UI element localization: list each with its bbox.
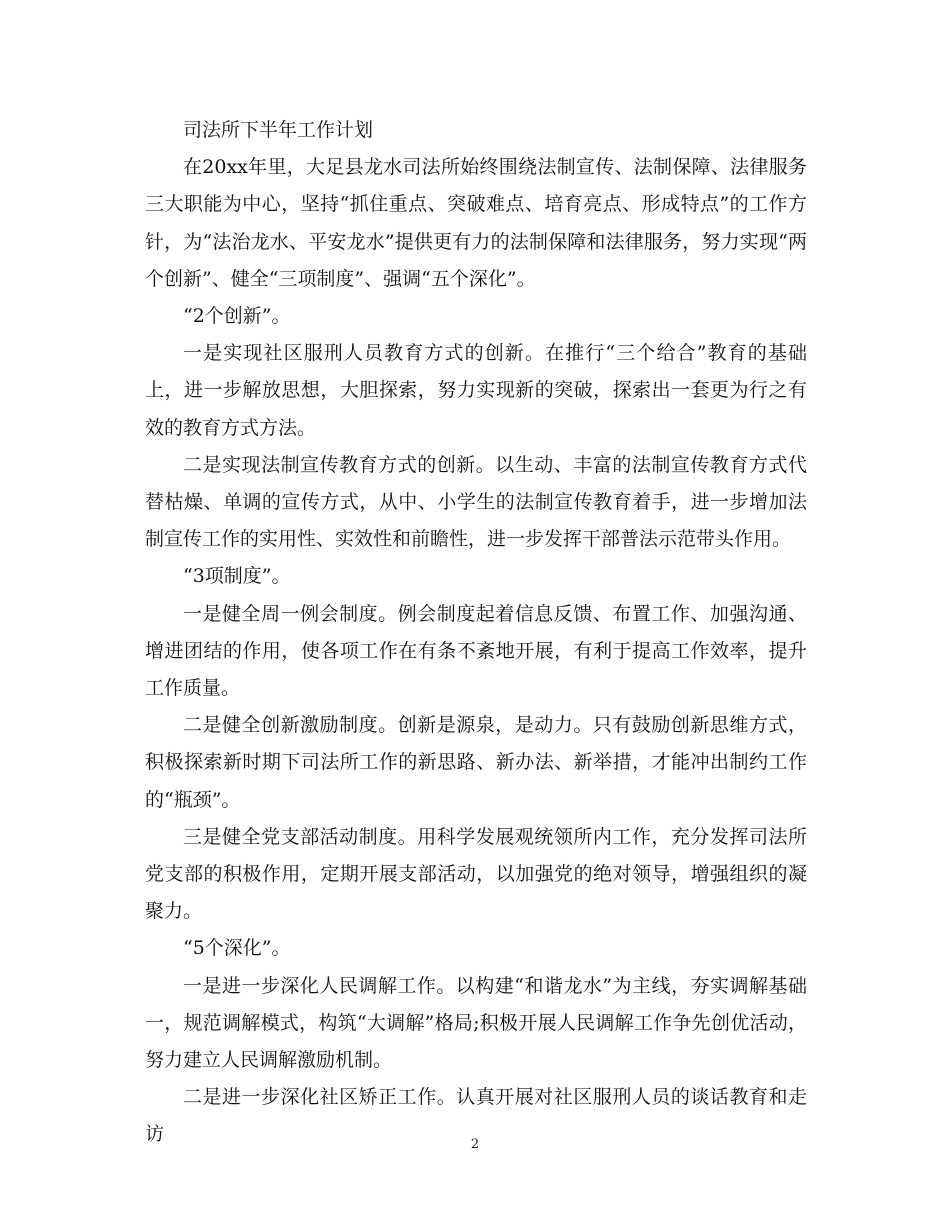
intro-paragraph: 在20xx年里，大足县龙水司法所始终围绕法制宣传、法制保障、法律服务三大职能为中心，坚持“抓住重点、突破难点、培育亮点、形成特点”的工作方针，为“法治龙水、平安龙水”提供更有力的法制保障和法律服务，努力实现“两个创新”、健全“三项制度”、强调“五个深化”。 (145, 156, 807, 290)
deepening-item-2: 二是进一步深化社区矫正工作。认真开展对社区服刑人员的谈话教育和走访 (145, 1086, 807, 1146)
innovation-item-1: 一是实现社区服刑人员教育方式的创新。在推行“三个给合”教育的基础上，进一步解放思想，大胆探索，努力实现新的突破，探索出一套更为行之有效的教育方式方法。 (145, 342, 807, 439)
document-title: 司法所下半年工作计划 (183, 119, 374, 141)
system-item-2: 二是健全创新激励制度。创新是源泉，是动力。只有鼓励创新思维方式，积极探索新时期下司法所工作的新思路、新办法、新举措，才能冲出制约工作的“瓶颈”。 (145, 714, 807, 811)
section-heading-innovations: “2个创新”。 (183, 305, 291, 328)
system-item-3: 三是健全党支部活动制度。用科学发展观统领所内工作，充分发挥司法所党支部的积极作用，定期开展支部活动，以加强党的绝对领导，增强组织的凝聚力。 (145, 825, 807, 923)
deepening-item-1: 一是进一步深化人民调解工作。以构建“和谐龙水”为主线，夯实调解基础一，规范调解模式，构筑“大调解”格局;积极开展人民调解工作争先创优活动，努力建立人民调解激励机制。 (145, 974, 807, 1072)
section-heading-systems: “3项制度”。 (183, 565, 291, 588)
section-heading-deepening: “5个深化”。 (183, 937, 291, 960)
document-body (145, 112, 807, 1154)
page-number: 2 (470, 1137, 480, 1152)
innovation-item-2: 二是实现法制宣传教育方式的创新。以生动、丰富的法制宣传教育方式代替枯燥、单调的宣传方式，从中、小学生的法制宣传教育着手，进一步增加法制宣传工作的实用性、实效性和前瞻性，进一步发挥干部普法示范带头作用。 (145, 453, 807, 551)
system-item-1: 一是健全周一例会制度。例会制度起着信息反馈、布置工作、加强沟通、增进团结的作用，使各项工作在有条不紊地开展，有利于提高工作效率，提升工作质量。 (145, 602, 807, 700)
